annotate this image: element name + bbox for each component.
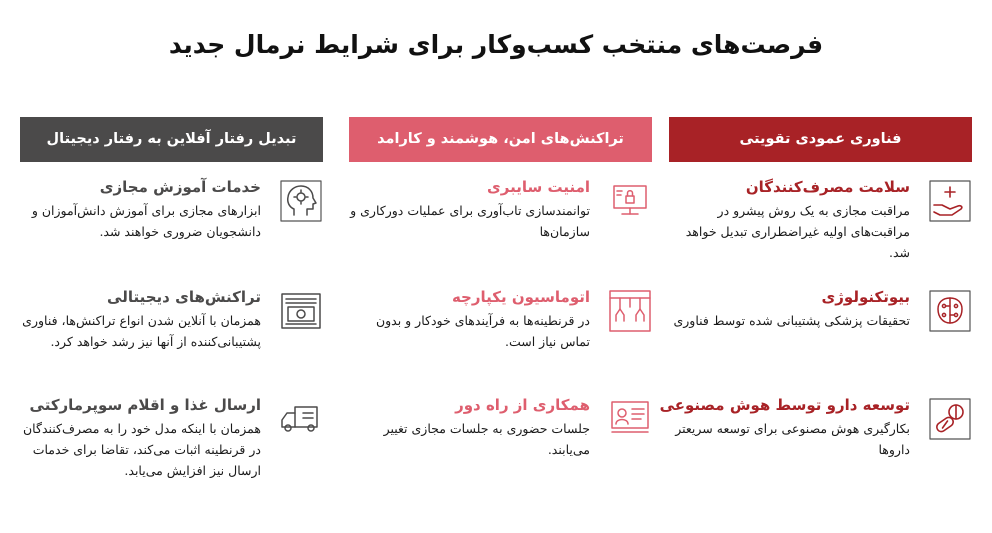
item-description: همزمان با اینکه مدل خود را به مصرف‌کنندگان در قرنطینه اثبات می‌کند، تقاضا برای خدمات ارسال نیز افزایش می‌یابد.: [23, 421, 261, 478]
digital-money-icon: [279, 289, 323, 333]
item-ai-drug: [659, 395, 972, 495]
column-vertical-tech: [659, 117, 972, 457]
column-secure-transactions: [349, 117, 652, 457]
item-title: اتوماسیون یکپارچه: [451, 288, 590, 306]
delivery-truck-icon: [279, 397, 323, 441]
item-cybersecurity: [349, 177, 652, 277]
item-title: ارسال غذا و اقلام سوپرمارکتی: [29, 396, 261, 414]
item-title: بیوتکنولوژی: [821, 288, 910, 306]
item-digital-transactions: [20, 287, 323, 387]
item-description: همزمان با آنلاین شدن انواع تراکنش‌ها، فناوری پشتیبانی‌کننده از آنها نیز رشد خواهد کرد.: [22, 313, 261, 349]
head-gear-icon: [279, 179, 323, 223]
item-description: ابزارهای مجازی برای آموزش دانش‌آموزان و دانشجویان ضروری خواهند شد.: [31, 203, 261, 239]
item-description: توانمندسازی تاب‌آوری برای عملیات دورکاری و سازمان‌ها: [350, 203, 590, 239]
item-title: توسعه دارو توسط هوش مصنوعی: [659, 396, 910, 414]
item-automation: [349, 287, 652, 387]
column-header: فناوری عمودی تقویتی: [669, 117, 972, 162]
pills-icon: [928, 397, 972, 441]
column-header: تبدیل رفتار آفلاین به رفتار دیجیتال: [20, 117, 323, 162]
item-virtual-education: [20, 177, 323, 277]
item-remote-collab: [349, 395, 652, 495]
page-title: فرصت‌های منتخب کسب‌وکار برای شرایط نرمال جدید: [168, 30, 824, 59]
item-grocery-delivery: [20, 395, 323, 495]
brain-circuit-icon: [928, 289, 972, 333]
item-description: جلسات حضوری به جلسات مجازی تغییر می‌یابند.: [383, 421, 590, 457]
item-title: تراکنش‌های دیجیتالی: [107, 288, 261, 306]
item-description: مراقبت مجازی به یک روش پیشرو در مراقبت‌های اولیه غیراضطراری تبدیل خواهد شد.: [685, 203, 910, 260]
item-title: سلامت مصرف‌کنندگان: [745, 178, 910, 196]
item-title: خدمات آموزش مجازی: [99, 178, 261, 196]
robot-arms-icon: [608, 289, 652, 333]
item-biotech: [669, 287, 972, 387]
item-consumer-health: [669, 177, 972, 277]
item-title: همکاری از راه دور: [455, 396, 590, 414]
video-meeting-icon: [608, 397, 652, 441]
item-description: تحقیقات پزشکی پشتیبانی شده توسط فناوری: [673, 313, 910, 328]
secure-computer-icon: [608, 179, 652, 223]
column-header: تراکنش‌های امن، هوشمند و کارامد: [349, 117, 652, 162]
hand-plus-icon: [928, 179, 972, 223]
item-title: امنیت سایبری: [487, 178, 590, 196]
item-description: بکارگیری هوش مصنوعی برای توسعه سریعتر داروها: [675, 421, 910, 457]
column-digital-behavior: [20, 117, 323, 478]
item-description: در قرنطینه‌ها به فرآیندهای خودکار و بدون تماس نیاز است.: [375, 313, 590, 349]
